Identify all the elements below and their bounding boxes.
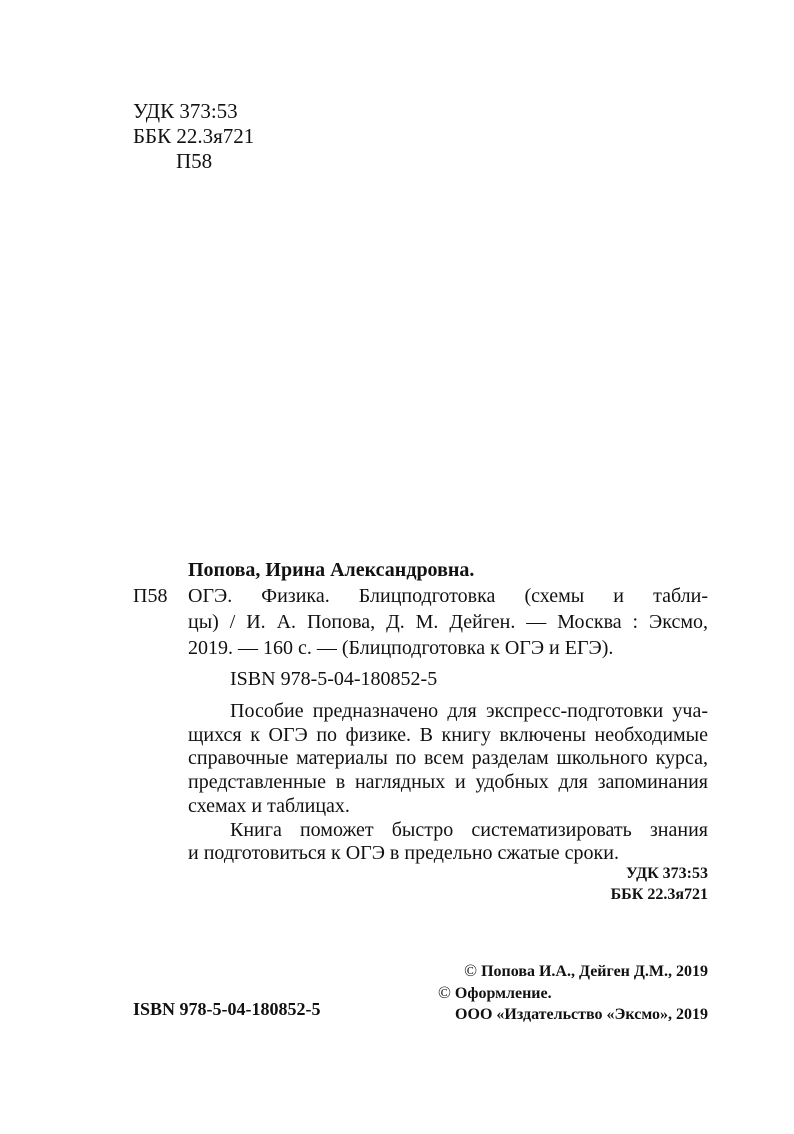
annotation-line: и подготовиться к ОГЭ в предельно сжатые сроки. — [188, 842, 619, 865]
bibliographic-description — [188, 583, 708, 661]
catalog-isbn: ISBN 978-5-04-180852-5 — [230, 668, 438, 690]
biblio-line: ОГЭ. Физика. Блицподготовка (схемы и табли- — [188, 585, 708, 607]
annotation-line: Пособие предназначено для экспресс-подготовки уча- — [230, 700, 708, 722]
biblio-line: цы) / И. А. Попова, Д. М. Дейген. — Москва : Эксмо, — [188, 611, 708, 633]
copyright-line — [438, 982, 708, 1004]
isbn-bottom: ISBN 978-5-04-180852-5 — [133, 999, 321, 1019]
copyright-authors: Попова И.А., Дейген Д.М., 2019 — [481, 963, 708, 980]
copyright-symbol: © — [464, 961, 478, 980]
copyright-block — [438, 960, 708, 1025]
annotation-line: справочные материалы по всем разделам школьного курса, — [188, 747, 708, 770]
top-udk: УДК 373:53 — [133, 99, 238, 123]
annotation-line: представленные в наглядных и удобных для запоминания — [188, 771, 708, 794]
annotation-line: Книга поможет быстро систематизировать знания — [230, 818, 708, 841]
copyright-design: Оформление. — [454, 985, 552, 1002]
bottom-bbk: ББК 22.3я721 — [610, 886, 708, 903]
copyright-line — [438, 960, 708, 982]
annotation-line: щихся к ОГЭ по физике. В книгу включены необходимые — [188, 723, 708, 746]
author-heading: Попова, Ирина Александровна. — [188, 559, 475, 581]
top-bbk: ББК 22.3я721 — [133, 124, 255, 148]
copyright-publisher: ООО «Издательство «Эксмо», 2019 — [455, 1006, 708, 1023]
bottom-udk: УДК 373:53 — [625, 865, 708, 882]
copyright-symbol: © — [438, 983, 451, 1002]
annotation-line: схемах и таблицах. — [188, 794, 350, 817]
top-author-code: П58 — [176, 149, 213, 173]
bottom-classification — [540, 863, 708, 905]
catalog-code: П58 — [133, 585, 168, 607]
biblio-line: 2019. — 160 с. — (Блицподготовка к ОГЭ и ЕГЭ). — [188, 637, 614, 659]
annotation — [188, 700, 708, 866]
